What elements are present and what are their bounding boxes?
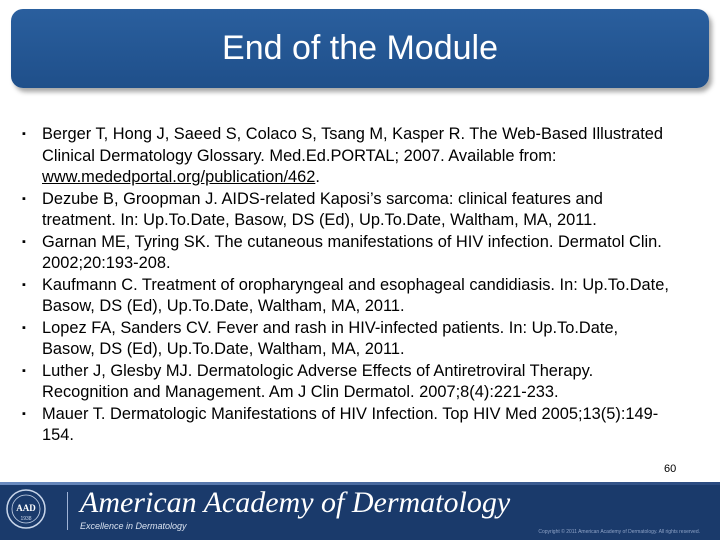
bullet-icon: ▪ [22, 235, 26, 248]
reference-item [22, 124, 672, 189]
reference-text: Luther J, Glesby MJ. Dermatologic Adverse Effects of Antiretroviral Therapy. Recognition and Management. Am J Clin Dermatol. 2007;8(4):221-233. [42, 361, 594, 401]
bullet-icon: ▪ [22, 128, 26, 140]
organization-name: American Academy of Dermatology [80, 486, 511, 519]
reference-item [22, 361, 672, 404]
reference-item [22, 404, 672, 447]
reference-text: Lopez FA, Sanders CV. Fever and rash in HIV-infected patients. In: Up.To.Date, Basow, DS (Ed), Up.To.Date, Waltham, MA, 2011. [42, 318, 619, 358]
bullet-icon: ▪ [22, 407, 26, 420]
footer-divider [67, 492, 68, 530]
footer-banner [0, 482, 720, 540]
reference-text: Berger T, Hong J, Saeed S, Colaco S, Tsang M, Kasper R. The Web-Based Illustrated Clinical Dermatology Glossary. Med.Ed.PORTAL; 2007. Available from: [42, 125, 664, 165]
slide-title: End of the Module [222, 29, 498, 67]
reference-text: Kaufmann C. Treatment of oropharyngeal and esophageal candidiasis. In: Up.To.Date, Basow, DS (Ed), Up.To.Date, Waltham, MA, 2011. [42, 275, 669, 315]
page-number: 60 [664, 463, 677, 475]
bullet-icon: ▪ [22, 364, 26, 377]
reference-text: Mauer T. Dermatologic Manifestations of HIV Infection. Top HIV Med 2005;13(5):149-154. [42, 404, 659, 444]
seal-year: 1938 [20, 516, 32, 522]
reference-text: Garnan ME, Tyring SK. The cutaneous manifestations of HIV infection. Dermatol Clin. 2002;20:193-208. [42, 232, 662, 272]
reference-list [22, 124, 672, 447]
reference-item [22, 189, 672, 232]
bullet-icon: ▪ [22, 192, 26, 205]
reference-item [22, 232, 672, 275]
reference-text-end: . [315, 168, 320, 186]
reference-link[interactable]: www.mededportal.org/publication/462 [42, 168, 316, 186]
title-bar [11, 9, 709, 88]
bullet-icon: ▪ [22, 278, 26, 291]
organization-tagline: Excellence in Dermatology [80, 521, 187, 531]
seal-text: AAD [16, 503, 36, 513]
copyright-notice: Copyright © 2011 American Academy of Dermatology. All rights reserved. [538, 529, 700, 535]
aad-seal-logo [6, 489, 46, 529]
bullet-icon: ▪ [22, 321, 26, 334]
reference-text: Dezube B, Groopman J. AIDS-related Kaposi’s sarcoma: clinical features and treatment. In: Up.To.Date, Basow, DS (Ed), Up.To.Date, Waltham, MA, 2011. [42, 189, 603, 229]
reference-item [22, 275, 672, 318]
reference-item [22, 318, 672, 361]
